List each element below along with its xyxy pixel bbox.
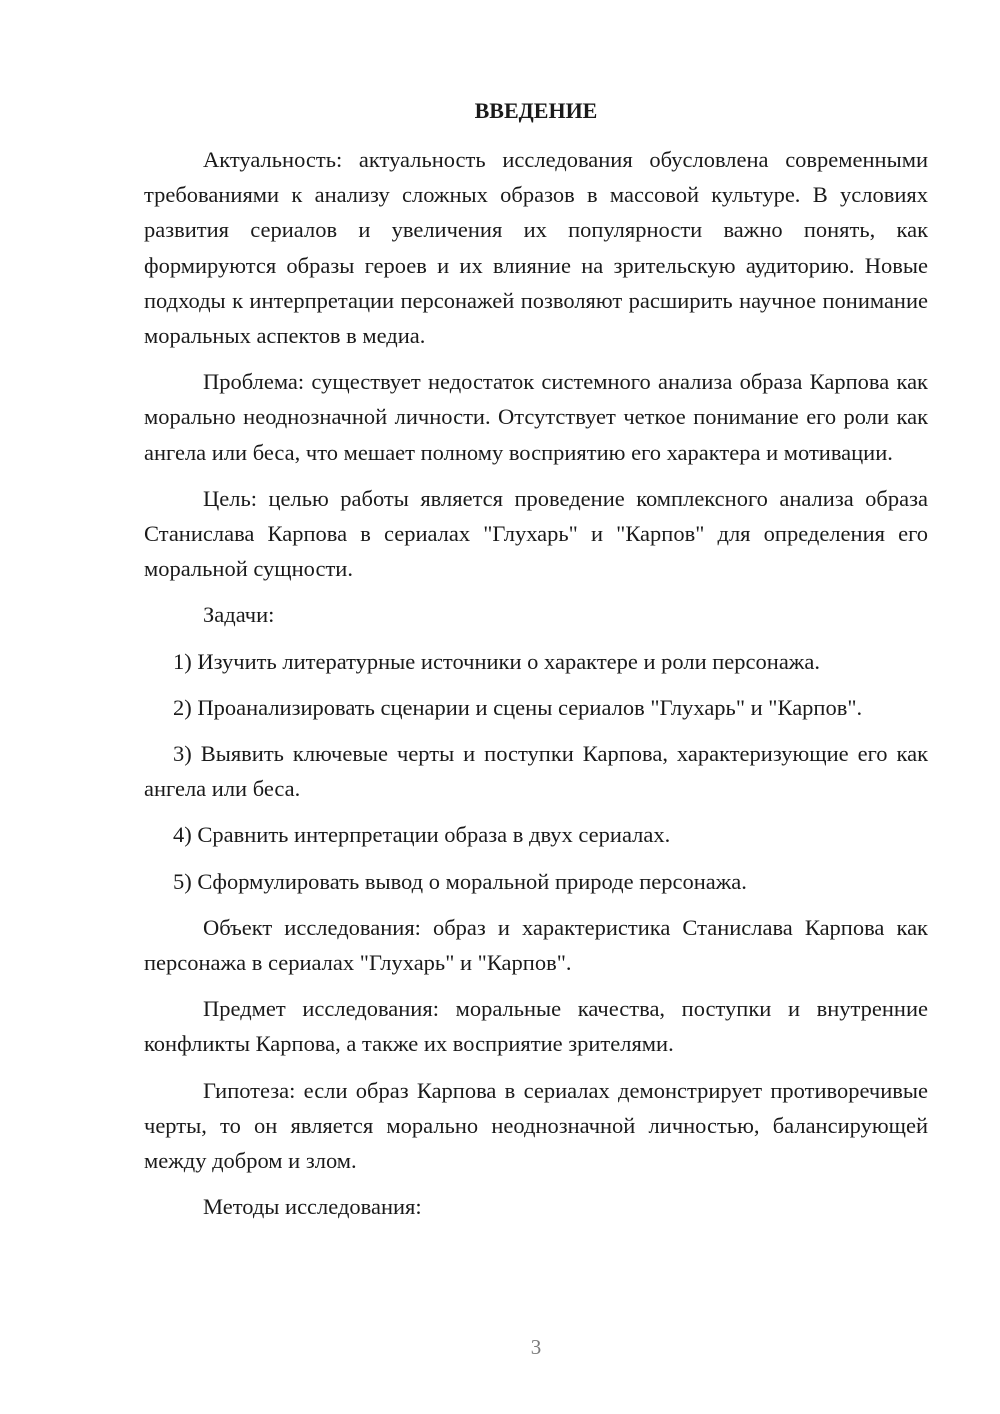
paragraph-hypothesis: Гипотеза: если образ Карпова в сериалах демонстрирует противоречивые черты, то он является морально неоднозначной личностью, балансирующей между добром и злом. bbox=[144, 1077, 928, 1174]
paragraph-problem: Проблема: существует недостаток системного анализа образа Карпова как морально неоднозначной личности. Отсутствует четкое понимание его роли как ангела или беса, что мешает полному восприятию его характера и мотивации. bbox=[144, 369, 928, 465]
section-title: ВВЕДЕНИЕ bbox=[474, 98, 598, 123]
task-item-2: 2) Проанализировать сценарии и сцены сериалов "Глухарь" и "Карпов". bbox=[173, 694, 863, 720]
page-number: 3 bbox=[530, 1335, 542, 1359]
task-item-4: 4) Сравнить интерпретации образа в двух сериалах. bbox=[173, 822, 671, 848]
paragraph-object: Объект исследования: образ и характеристика Станислава Карпова как персонажа в сериалах "Глухарь" и "Карпов". bbox=[144, 914, 928, 976]
paragraph-tasks-heading: Задачи: bbox=[203, 602, 275, 628]
paragraph-methods: Методы исследования: bbox=[203, 1194, 422, 1220]
paragraph-relevance: Актуальность: актуальность исследования обусловлена современными требованиями к анализу сложных образов в массовой культуре. В условиях развития сериалов и увеличения их популярности важно понять, как формируются образы героев и их влияние на зрительскую аудиторию. Новые подходы к интерпретации персонажей позволяют расширить научное понимание моральных аспектов в медиа. bbox=[144, 147, 928, 349]
task-item-3: 3) Выявить ключевые черты и поступки Карпова, характеризующие его как ангела или беса. bbox=[144, 741, 928, 802]
task-item-1: 1) Изучить литературные источники о характере и роли персонажа. bbox=[173, 648, 820, 674]
paragraph-subject: Предмет исследования: моральные качества, поступки и внутренние конфликты Карпова, а также их восприятие зрителями. bbox=[144, 996, 928, 1057]
task-item-5: 5) Сформулировать вывод о моральной природе персонажа. bbox=[173, 868, 747, 894]
document-body bbox=[144, 142, 928, 1235]
paragraph-goal: Цель: целью работы является проведение комплексного анализа образа Станислава Карпова в сериалах "Глухарь" и "Карпов" для определения его моральной сущности. bbox=[144, 485, 928, 582]
document-page bbox=[144, 0, 928, 1414]
